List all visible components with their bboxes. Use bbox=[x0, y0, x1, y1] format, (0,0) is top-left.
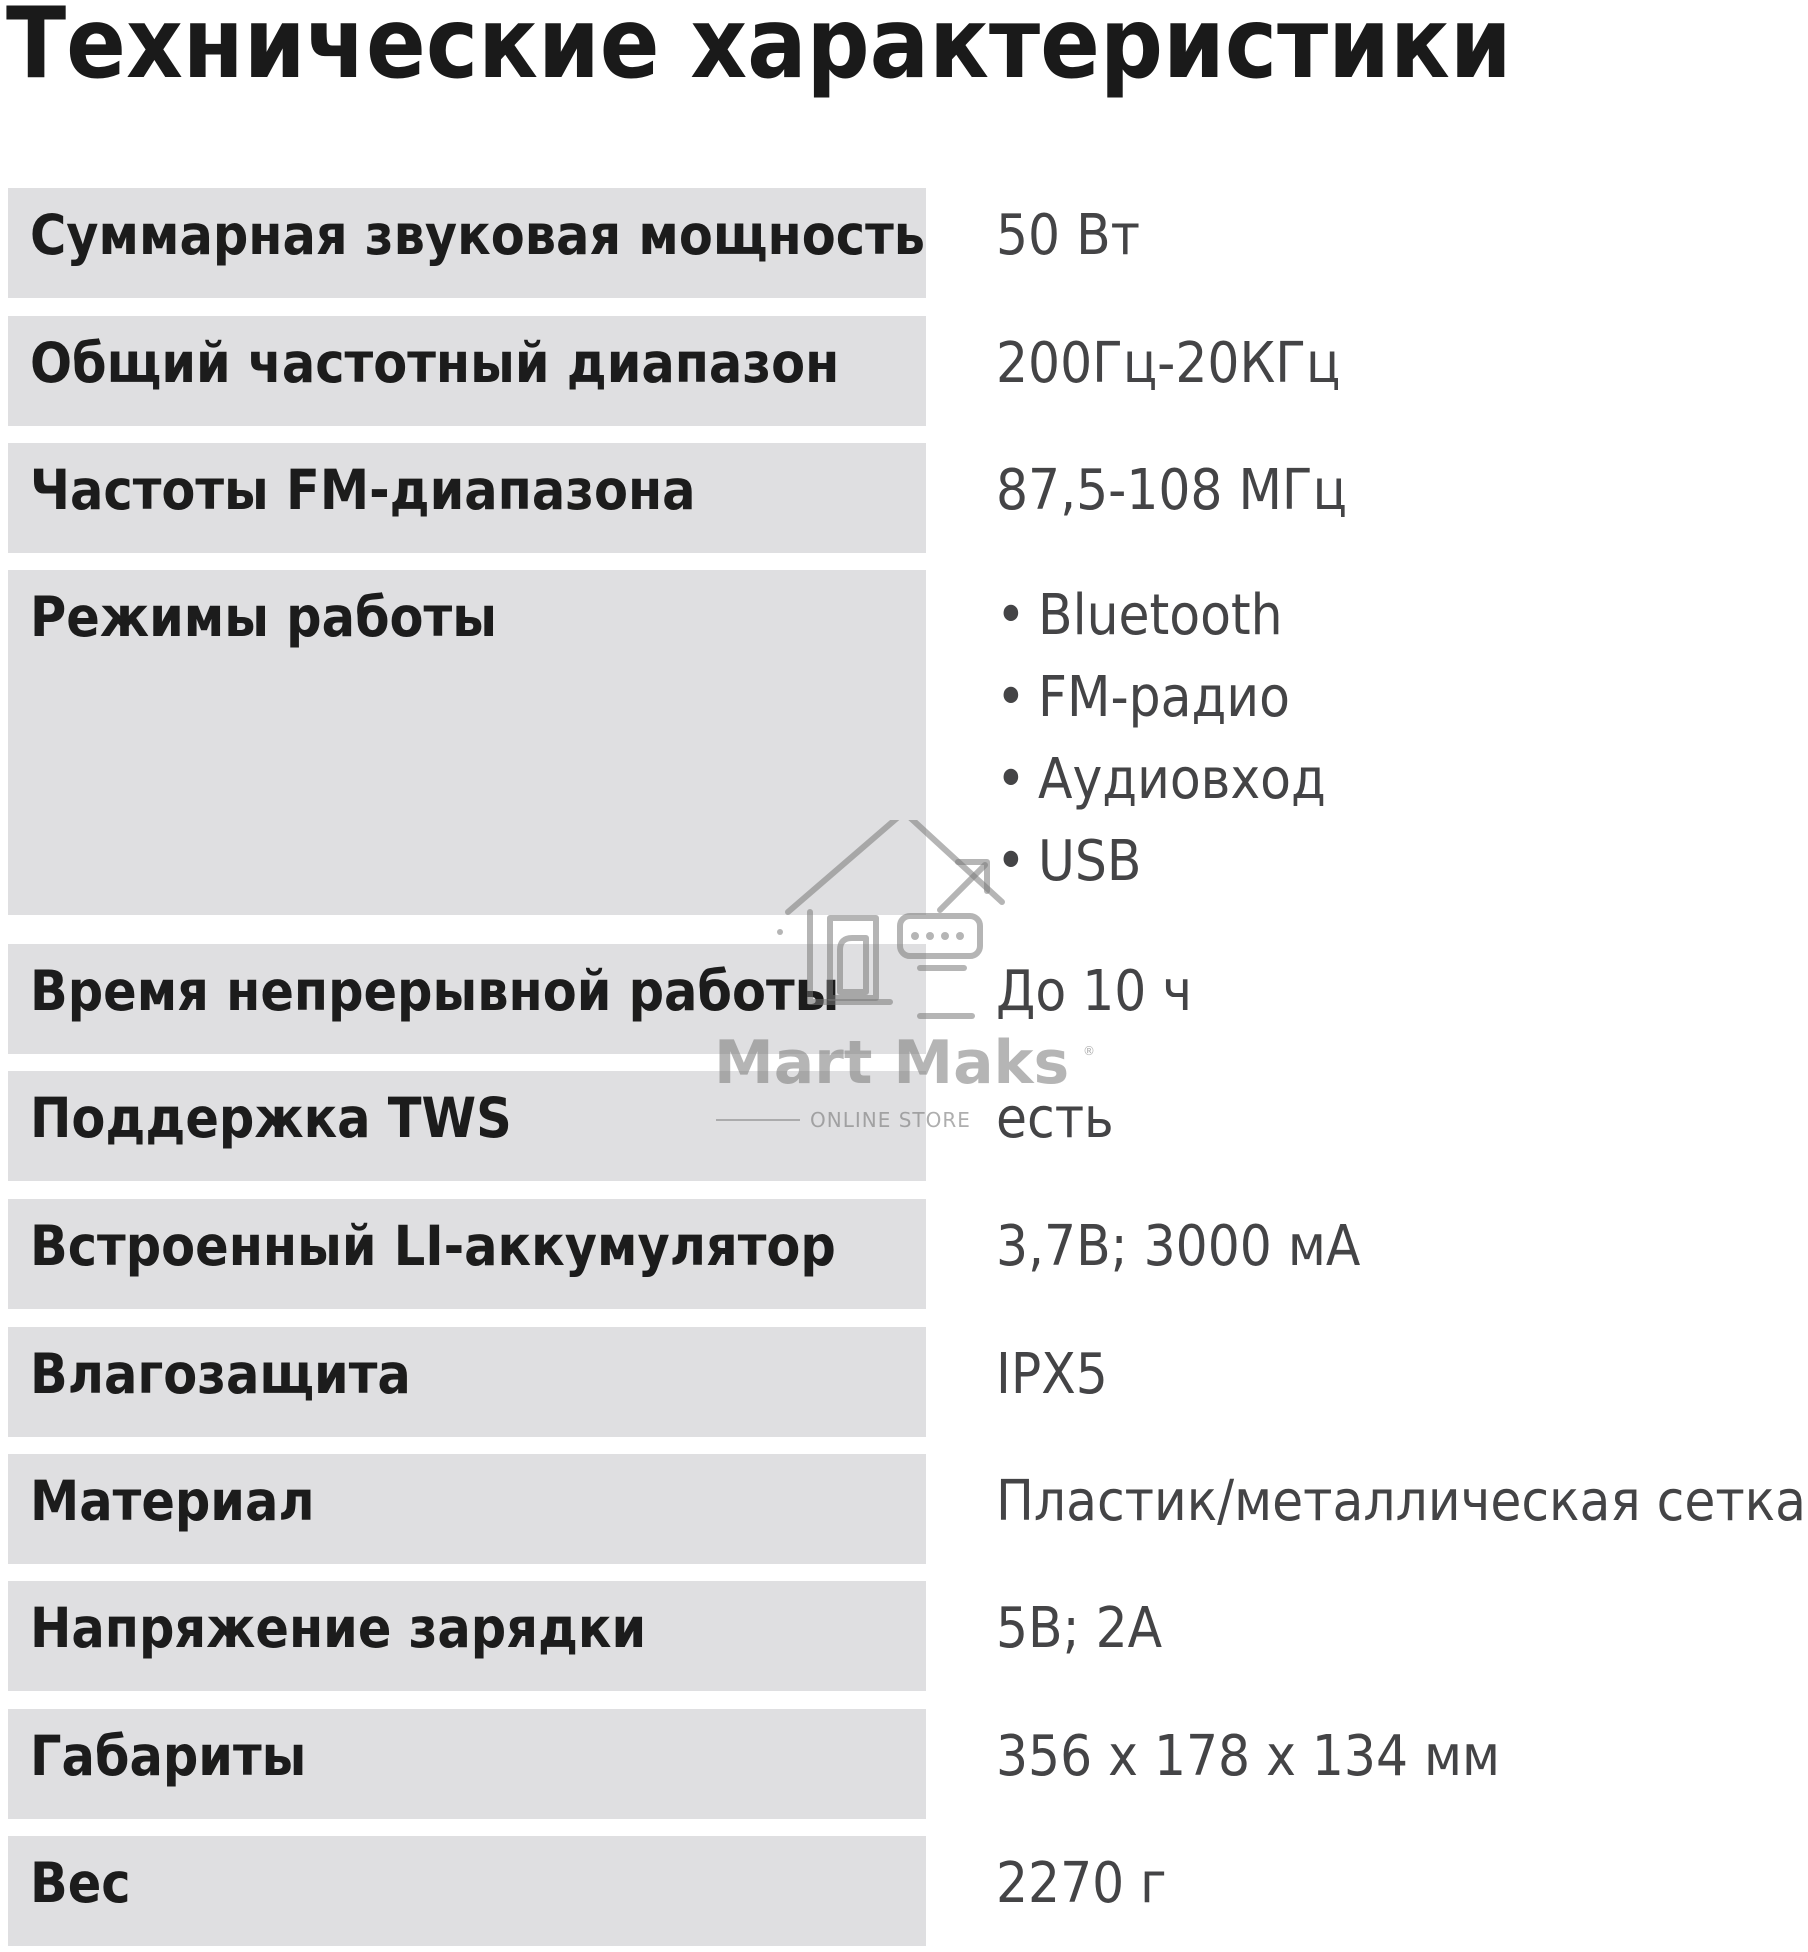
spec-label: Режимы работы bbox=[30, 585, 497, 649]
spec-label-cell bbox=[8, 1327, 926, 1437]
spec-row-dimensions bbox=[0, 1709, 1808, 1819]
spec-label-cell bbox=[8, 1581, 926, 1691]
bullet-icon: • bbox=[996, 583, 1026, 648]
spec-label-cell bbox=[8, 944, 926, 1054]
spec-label: Напряжение зарядки bbox=[30, 1596, 647, 1660]
spec-row-fm-range bbox=[0, 443, 1808, 553]
spec-row-total-power bbox=[0, 188, 1808, 298]
spec-label: Поддержка TWS bbox=[30, 1086, 512, 1150]
spec-row-frequency-range bbox=[0, 316, 1808, 426]
mode-label: Bluetooth bbox=[1038, 583, 1283, 648]
mode-label: Аудиовход bbox=[1038, 747, 1326, 812]
spec-label-cell bbox=[8, 1709, 926, 1819]
bullet-icon: • bbox=[996, 665, 1026, 730]
spec-row-charging-voltage bbox=[0, 1581, 1808, 1691]
spec-row-modes bbox=[0, 570, 1808, 915]
spec-label-cell bbox=[8, 443, 926, 553]
spec-label: Влагозащита bbox=[30, 1342, 411, 1406]
spec-label: Общий частотный диапазон bbox=[30, 331, 840, 395]
mode-item-fm-radio bbox=[996, 665, 1326, 752]
mode-label: USB bbox=[1038, 829, 1142, 894]
spec-value: есть bbox=[996, 1086, 1114, 1151]
spec-label-cell bbox=[8, 188, 926, 298]
mode-label: FM-радио bbox=[1038, 665, 1290, 730]
spec-label: Вес bbox=[30, 1851, 131, 1915]
mode-item-audio-input bbox=[996, 747, 1326, 834]
spec-label: Материал bbox=[30, 1469, 315, 1533]
spec-label-cell bbox=[8, 570, 926, 915]
spec-label: Время непрерывной работы bbox=[30, 959, 840, 1023]
spec-row-battery bbox=[0, 1199, 1808, 1309]
spec-value: 2270 г bbox=[996, 1851, 1167, 1916]
spec-value: 5В; 2А bbox=[996, 1596, 1163, 1661]
spec-value: 356 x 178 x 134 мм bbox=[996, 1724, 1501, 1789]
spec-row-material bbox=[0, 1454, 1808, 1564]
spec-label: Встроенный LI-аккумулятор bbox=[30, 1214, 836, 1278]
spec-label-cell bbox=[8, 1454, 926, 1564]
bullet-icon: • bbox=[996, 829, 1026, 894]
spec-value: Пластик/металлическая сетка bbox=[996, 1469, 1806, 1534]
spec-label: Частоты FM-диапазона bbox=[30, 458, 696, 522]
watermark-subtitle: ONLINE STORE bbox=[810, 1108, 971, 1132]
spec-value: 200Гц-20КГц bbox=[996, 331, 1341, 396]
page-title: Технические характеристики bbox=[6, 0, 1512, 101]
mode-item-usb bbox=[996, 829, 1326, 916]
spec-label-cell bbox=[8, 316, 926, 426]
spec-label-cell bbox=[8, 1199, 926, 1309]
spec-value: 50 Вт bbox=[996, 203, 1140, 268]
spec-row-tws bbox=[0, 1071, 1808, 1181]
mode-item-bluetooth bbox=[996, 583, 1326, 670]
watermark-registered-mark: ® bbox=[1083, 1044, 1095, 1058]
watermark-brand: Mart Maks bbox=[714, 1028, 1070, 1098]
spec-label-cell bbox=[8, 1836, 926, 1946]
spec-value: 3,7В; 3000 мА bbox=[996, 1214, 1361, 1279]
spec-value: 87,5-108 МГц bbox=[996, 458, 1347, 523]
spec-row-weight bbox=[0, 1836, 1808, 1946]
spec-label-cell bbox=[8, 1071, 926, 1181]
spec-value: IPX5 bbox=[996, 1342, 1108, 1407]
spec-row-runtime bbox=[0, 944, 1808, 1054]
spec-value: До 10 ч bbox=[996, 959, 1193, 1024]
spec-label: Габариты bbox=[30, 1724, 307, 1788]
modes-list bbox=[996, 583, 1326, 916]
bullet-icon: • bbox=[996, 747, 1026, 812]
spec-row-water-protection bbox=[0, 1327, 1808, 1437]
spec-label: Суммарная звуковая мощность bbox=[30, 203, 926, 267]
